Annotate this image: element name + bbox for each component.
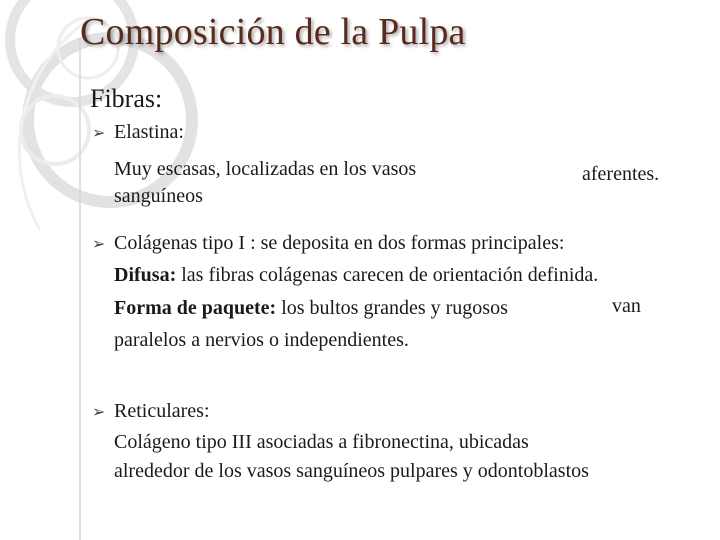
section-heading: Fibras: — [90, 84, 163, 113]
item-elastina-line1: Muy escasas, localizadas en los vasos — [114, 158, 417, 180]
paquete-term: Forma de paquete: — [114, 297, 277, 319]
bullet-arrow-icon: ➢ — [92, 236, 106, 253]
difusa-term: Difusa: — [114, 264, 177, 286]
slide-title: Composición de la Pulpa — [80, 11, 466, 53]
item-colagenas-label: Colágenas tipo I : se deposita en dos formas principales: — [114, 232, 565, 254]
item-reticulares-line2: alrededor de los vasos sanguíneos pulpares y odontoblastos — [114, 460, 589, 482]
paquete-text: los bultos grandes y rugosos — [276, 297, 508, 319]
bullet-arrow-icon: ➢ — [92, 125, 106, 142]
item-elastina-label: Elastina: — [114, 121, 184, 143]
item-colagenas-paquete — [114, 296, 508, 320]
item-colagenas-line4: paralelos a nervios o independientes. — [114, 329, 409, 351]
difusa-text: las fibras colágenas carecen de orientación definida. — [176, 264, 599, 286]
bullet-arrow-icon: ➢ — [92, 404, 106, 421]
item-elastina-line2: sanguíneos — [114, 185, 203, 207]
item-reticulares-label: Reticulares: — [114, 400, 210, 422]
item-reticulares-line1: Colágeno tipo III asociadas a fibronectina, ubicadas — [114, 431, 529, 453]
item-colagenas-difusa — [114, 263, 598, 287]
item-elastina-line1-right: aferentes. — [582, 163, 660, 185]
item-colagenas-paquete-right: van — [612, 295, 641, 317]
